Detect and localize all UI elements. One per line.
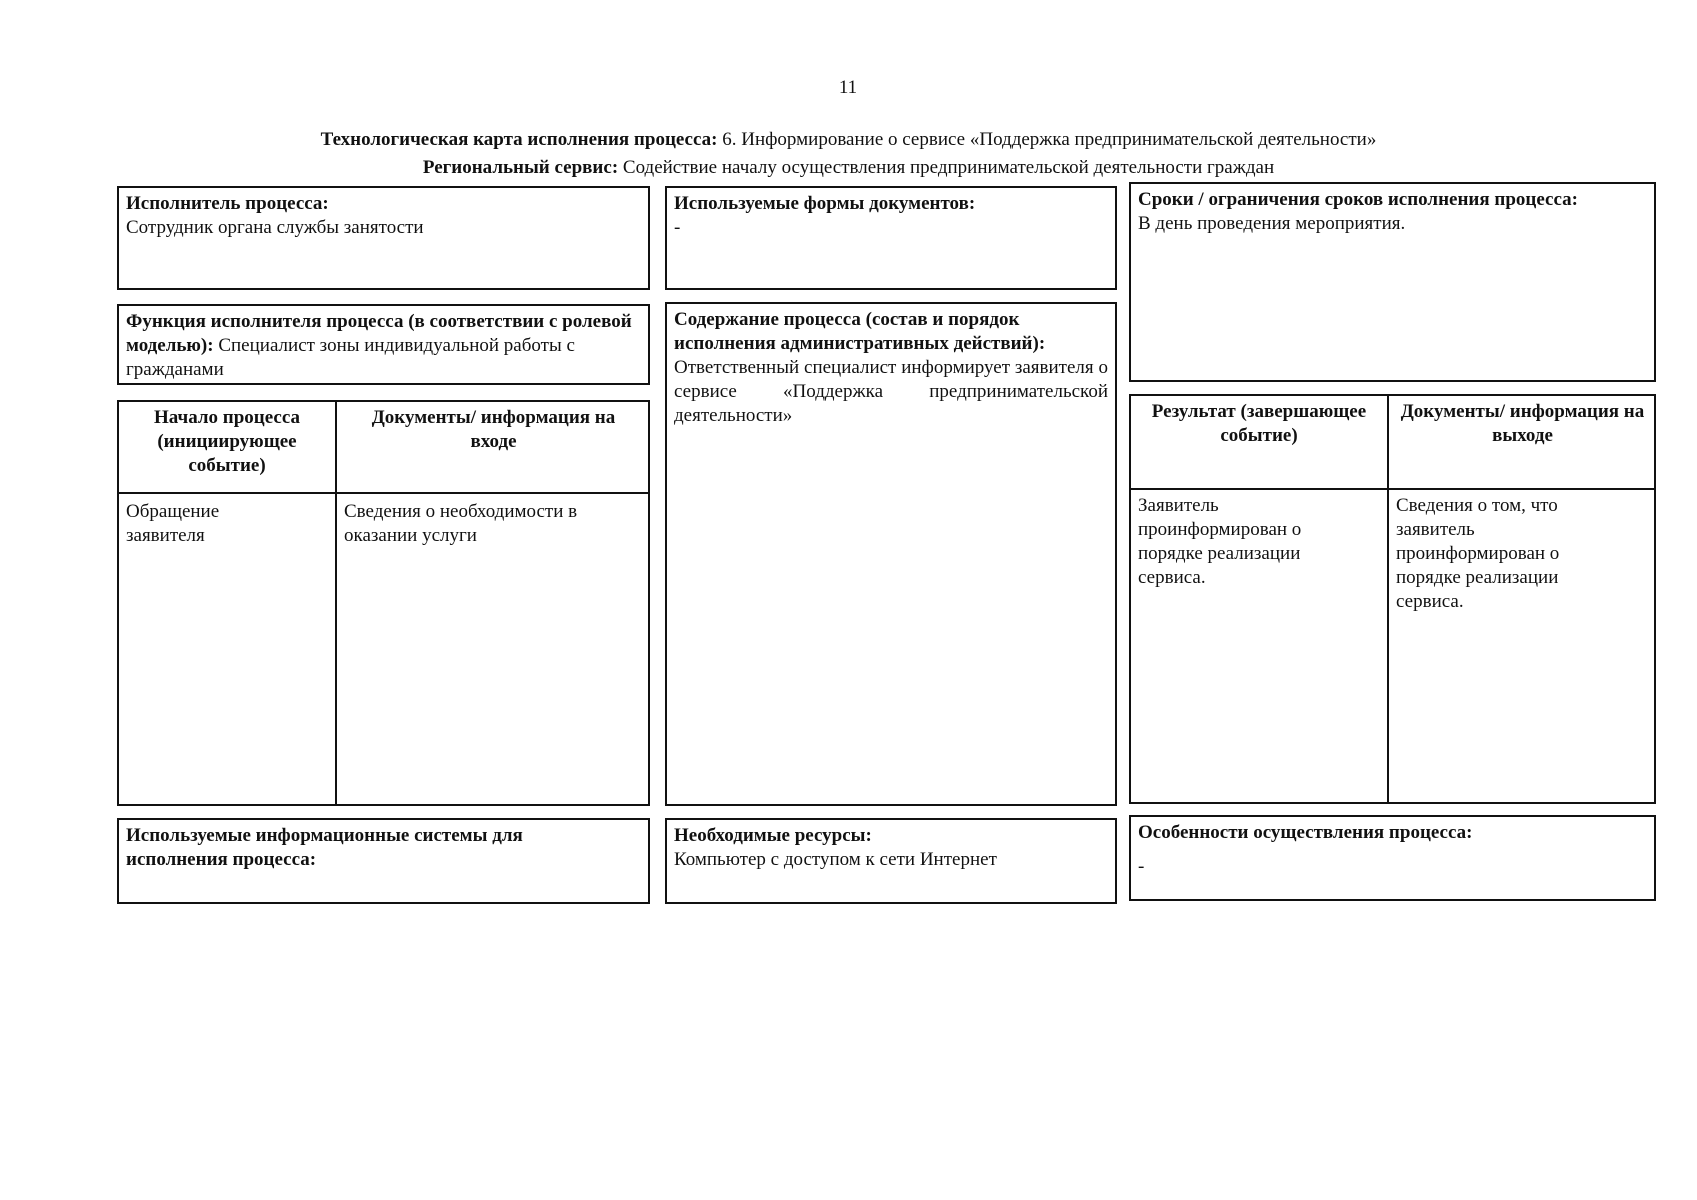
start-table-divider — [335, 402, 337, 804]
resources-title: Необходимые ресурсы: — [674, 825, 872, 846]
forms-title: Используемые формы документов: — [674, 193, 976, 214]
content-value: Ответственный специалист информирует заявителя о сервисе «Поддержка предпринимательской деятельности» — [674, 357, 1108, 426]
result-col1-header: Результат (завершающее событие) — [1151, 401, 1367, 446]
function-title: Функция исполнителя процесса (в соответствии с ролевой моделью): — [126, 311, 632, 356]
header-line-1 — [0, 128, 1697, 152]
deadlines-value: В день проведения мероприятия. — [1138, 213, 1406, 234]
result-col2-header: Документы/ информация на выходе — [1400, 401, 1645, 446]
resources-box — [665, 818, 1117, 904]
header-line-1-text: 6. Информирование о сервисе «Поддержка предпринимательской деятельности» — [722, 129, 1377, 150]
resources-value: Компьютер с доступом к сети Интернет — [674, 849, 997, 870]
header-line-2-text: Содействие началу осуществления предпринимательской деятельности граждан — [622, 157, 1275, 178]
content-title: Содержание процесса (состав и порядок исполнения административных действий): — [674, 309, 1046, 354]
start-table — [117, 400, 650, 806]
header-line-2 — [0, 156, 1697, 180]
start-col1-header: Начало процесса (инициирующее событие) — [153, 407, 301, 476]
start-col2-header: Документы/ информация на входе — [371, 407, 616, 452]
content-box — [665, 302, 1117, 806]
deadlines-title: Сроки / ограничения сроков исполнения процесса: — [1138, 189, 1578, 210]
features-value: - — [1138, 856, 1145, 877]
result-table — [1129, 394, 1656, 804]
page-number: 11 — [838, 77, 858, 98]
header-line-2-label: Региональный сервис: — [422, 157, 619, 178]
forms-value: - — [674, 217, 681, 238]
result-col1-value: Заявитель проинформирован о порядке реализации сервиса. — [1138, 495, 1302, 588]
result-col2-value: Сведения о том, что заявитель проинформирован о порядке реализации сервиса. — [1396, 495, 1560, 612]
info-systems-title: Используемые информационные системы для исполнения процесса: — [126, 825, 523, 870]
start-table-header-rule — [119, 492, 648, 494]
executor-value: Сотрудник органа службы занятости — [126, 217, 424, 238]
start-col2-value: Сведения о необходимости в оказании услуги — [344, 501, 578, 546]
executor-title: Исполнитель процесса: — [126, 193, 329, 214]
features-title: Особенности осуществления процесса: — [1138, 822, 1473, 843]
function-value: Специалист зоны индивидуальной работы с гражданами — [126, 335, 575, 380]
function-box — [117, 304, 650, 385]
forms-box — [665, 186, 1117, 290]
executor-box — [117, 186, 650, 290]
features-box — [1129, 815, 1656, 901]
deadlines-box — [1129, 182, 1656, 382]
start-col1-value: Обращение заявителя — [126, 501, 220, 546]
info-systems-box — [117, 818, 650, 904]
header-line-1-label: Технологическая карта исполнения процесса: — [320, 129, 718, 150]
